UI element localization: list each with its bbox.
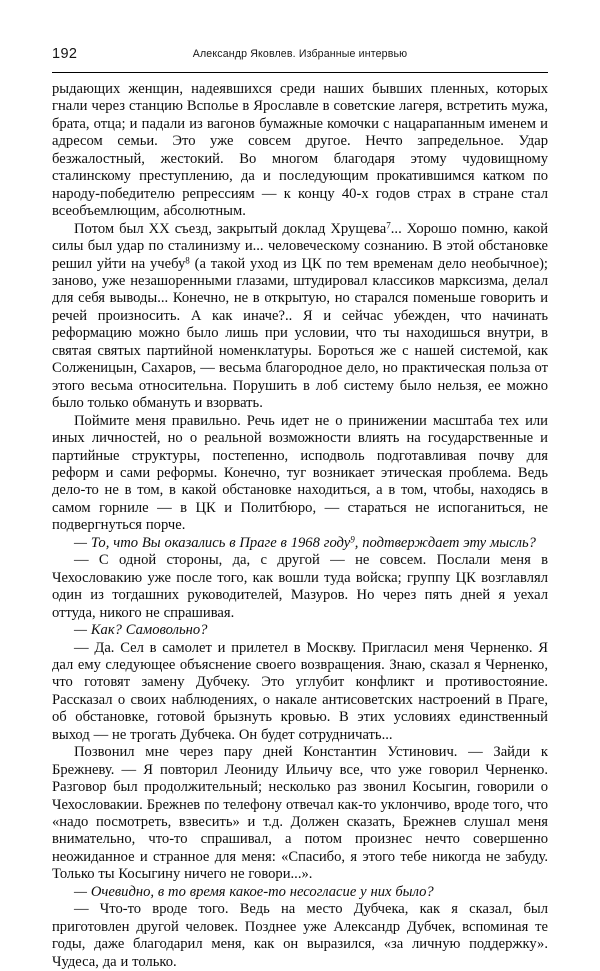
dialog-dash: — bbox=[74, 639, 89, 656]
dialog-dash: — bbox=[74, 552, 89, 569]
footnote-marker-9: 9 bbox=[350, 534, 355, 545]
answer-prague-1968 bbox=[52, 552, 548, 622]
text-run: Потом был XX съезд, закрытый доклад Хрущева bbox=[74, 220, 387, 237]
paragraph-understand-me: Поймите меня правильно. Речь идет не о принижении масштаба тех или иных личностей, но о реальной возможности влиять на государственные и партийные структуры, постепенно, исподволь подготавливая почву для реформ и сами реформы. Конечно, туг возникает этическая проблема. Ведь дело-то не в том, в какой обстановке находиться, а в том, чтобы, находясь в самом горниле — в ЦК и Политбюро, — стараться не испоганиться, не подвергнуться порче. bbox=[52, 412, 548, 534]
running-head-title: Александр Яковлев. Избранные интервью bbox=[192, 48, 408, 60]
text-run: С одной стороны, да, с другой — не совсем. Послали меня в Чехословакию уже после того, как вошли туда войска; группу ЦК возглавлял один из тогдашних руководителей, Мазуров. Но через пять дней я уехал оттуда, никого не спрашивая. bbox=[52, 552, 548, 621]
text-run: Очевидно, в то время какое-то несогласие у них было? bbox=[90, 883, 434, 900]
text-run: То, что Вы оказались в Праге в 1968 году bbox=[90, 534, 351, 551]
question-self-willed bbox=[52, 622, 548, 639]
running-head bbox=[52, 46, 548, 68]
header-rule bbox=[52, 72, 548, 73]
paragraph-continuation: рыдающих женщин, надеявшихся среди наших бывших пленных, которых гнали через станцию Всполье в Ярославле в советские лагеря, встретить мужа, брата, отца; и падали из вагонов бумажные комочки с нацарапанным именем и адресом семьи. Это уже совсем другое. Нечто запредельное. Удар безжалостный, жестокий. Во многом благодаря этому чудовищному сталинскому преступлению, да и последующим прокатившимся катком по народу-победителю репрессиям — к концу 40-х годов страх в стране стал всеобъемлющим, абсолютным. bbox=[52, 81, 548, 220]
text-run: Да. Сел в самолет и прилетел в Москву. Пригласил меня Черненко. Я дал ему следующее объяснение своего возвращения. Знаю, сказал я Черненко, что готовят замену Дубчеку. Это углубит конфликт и противостояние. Рассказал о своих наблюдениях, о накале антисоветских настроений в Праге, об обстановке, готовой брызнуть кровью. В этих условиях единственный выход — не трогать Дубчека. Он будет сотрудничать... bbox=[52, 639, 548, 743]
text-run: (а такой уход из ЦК по тем временам дело необычное); заново, уже незашоренными глазами, штудировал классиков марксизма, делал для себя выводы... Конечно, не в открытую, но старался поменьше говорить и речей произносить. А как иначе?.. Я и сейчас убежден, что начинать реформацию можно было лишь при условии, что ты находишься внутри, в святая святых партийной номенклатуры. Бороться же с нашей системой, как Солженицын, Сахаров, — весьма благородное дело, но практическая польза от этого весьма относительна. Порушить в лоб систему было нельзя, ее можно было только обмануть и взорвать. bbox=[52, 255, 548, 412]
dialog-dash: — bbox=[74, 534, 87, 551]
dialog-dash: — bbox=[74, 883, 87, 900]
footnote-marker-7: 7 bbox=[386, 220, 391, 231]
text-run: , подтверждает эту мысль? bbox=[354, 534, 536, 551]
text-run: Как? Самовольно? bbox=[90, 622, 208, 639]
dialog-dash: — bbox=[74, 622, 87, 639]
paragraph-xx-congress bbox=[52, 221, 548, 413]
paragraph-brezhnev-call: Позвонил мне через пару дней Константин Устинович. — Зайди к Брежневу. — Я повторил Леониду Ильичу все, что уже говорил Черненко. Разговор был продолжительный; несколько раз звонил Косыгин, говорили о Чехословакии. Брежнев по телефону отвечал как-то уклончиво, вроде того, что «надо посмотреть, взвесить» и т.д. Должен сказать, Брежнев слушал меня внимательно, что-то спрашивал, а потом произнес нечто совершенно неожиданное и странное для меня: «Спасибо, я этого тебе никогда не забуду. Только ты Косыгину ничего не говори...». bbox=[52, 744, 548, 883]
answer-self-willed bbox=[52, 640, 548, 745]
answer-disagreement bbox=[52, 901, 548, 971]
body-text bbox=[52, 81, 548, 971]
question-disagreement bbox=[52, 884, 548, 901]
dialog-dash: — bbox=[74, 901, 89, 918]
footnote-marker-8: 8 bbox=[185, 255, 190, 266]
text-run: Что-то вроде того. Ведь на место Дубчека, как я сказал, был приготовлен другой человек. Позднее уже Александр Дубчек, вспоминая те годы, даже благодарил меня, как он выразился, «за личную поддержку». Чудеса, да и только. bbox=[52, 901, 548, 970]
text-run: ... Хорошо помню, какой силы был удар по сталинизму и... человеческому сознанию. В этой обстановке решил уйти на учебу bbox=[52, 220, 549, 272]
page-number: 192 bbox=[52, 46, 78, 62]
question-prague-1968 bbox=[52, 535, 548, 552]
